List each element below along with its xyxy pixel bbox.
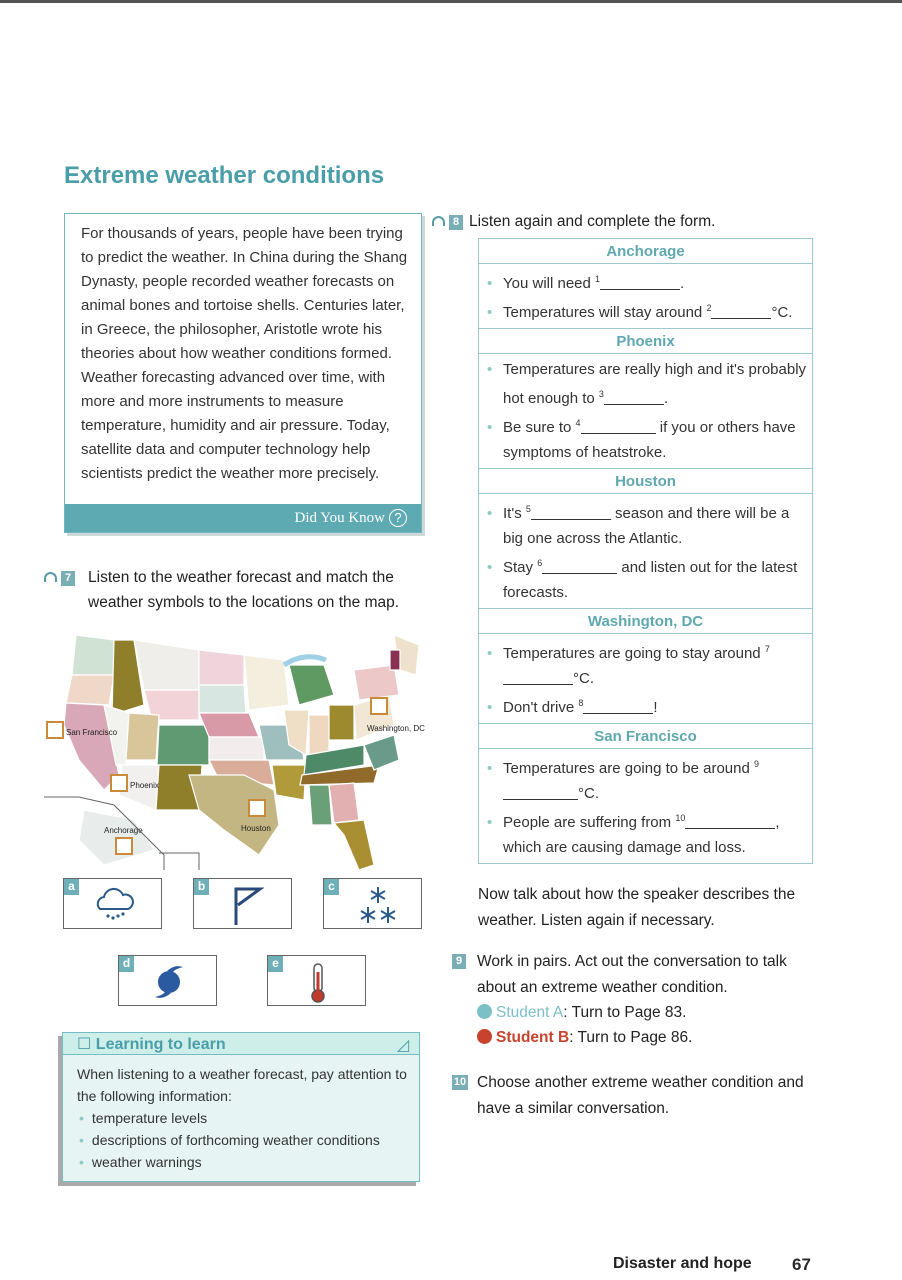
answer-blank[interactable] [604, 389, 664, 405]
exercise-7-heading [44, 565, 424, 615]
symbol-letter: e [268, 956, 283, 972]
followup-instruction: Now talk about how the speaker describes the weather. Listen again if necessary. [478, 886, 796, 929]
page-title: Extreme weather conditions [64, 162, 385, 189]
map-state [390, 650, 400, 670]
symbol-card-d[interactable] [118, 955, 217, 1006]
learning-item: • temperature levels [79, 1110, 208, 1126]
answer-blank[interactable] [503, 784, 578, 800]
question-icon: ? [389, 509, 407, 527]
map-state [329, 705, 354, 740]
flag-icon [224, 883, 264, 927]
form-item: • Be sure to $^4$ if you or others have symptoms of heatstroke. [483, 411, 808, 465]
form-item: • Temperatures will stay around $^2$ °C. [483, 296, 808, 325]
learning-header: ☐ Learning to learn ◿ [63, 1033, 419, 1055]
page-number: 67 [792, 1255, 811, 1274]
thermometer-icon [298, 960, 338, 1004]
learning-item: • weather warnings [79, 1154, 202, 1170]
answer-blank[interactable] [581, 418, 656, 434]
exercise-9-instruction: Work in pairs. Act out the conversation to talk about an extreme weather condition. [477, 953, 787, 996]
answer-blank[interactable] [531, 504, 611, 520]
did-you-know-bar [65, 504, 421, 532]
map-state [157, 725, 209, 765]
form-item: • Stay $^6$ and listen out for the latest forecasts. [483, 551, 808, 605]
form-section [479, 494, 812, 609]
answer-box-washington[interactable] [371, 698, 387, 714]
symbol-letter: a [64, 879, 79, 895]
did-you-know-label: Did You Know [294, 510, 385, 526]
right-column [452, 238, 822, 1121]
snowflakes-icon [354, 883, 404, 927]
answer-box-houston[interactable] [249, 800, 265, 816]
exercise-number: 8 [449, 215, 463, 230]
form-section-header: Houston [479, 469, 812, 494]
form-section-header: Washington, DC [479, 609, 812, 634]
exercise-number: 10 [453, 1076, 467, 1088]
exercise-8-instruction: Listen again and complete the form. [469, 213, 716, 230]
exercise-10-instruction: Choose another extreme weather condition and have a similar conversation. [477, 1074, 804, 1117]
did-you-know-text: For thousands of years, people have been trying to predict the weather. In China during the Shang Dynasty, people recorded weather forecasts on animal bones and tortoise shells. Centuries later, in Greece, the philosopher, Aristotle wrote his theories about how weather conditions formed. Weather forecasting advanced over time, with more and more instruments to measure temperature, humidity and air pressure. Today, satellite data and computer technology help scientists predict the weather more precisely. [81, 225, 408, 482]
answer-blank[interactable] [711, 303, 771, 319]
map-label: Anchorage [104, 826, 143, 835]
form-item: • Don't drive $^8$ ! [483, 691, 808, 720]
form-section-header: Anchorage [479, 239, 812, 264]
map-state [309, 715, 329, 755]
map-state [329, 783, 359, 823]
student-b-line: Student B: Turn to Page 86. [477, 1025, 822, 1050]
exercise-8-heading [432, 209, 715, 234]
map-state [199, 685, 246, 713]
map-state [289, 665, 334, 705]
answer-box-san-francisco[interactable] [47, 722, 63, 738]
symbol-card-c[interactable] [323, 878, 422, 929]
exercise-7-instruction: Listen to the weather forecast and match the weather symbols to the locations on the map. [88, 569, 400, 611]
map-label: Houston [241, 824, 271, 833]
form-section-header: Phoenix [479, 329, 812, 354]
symbol-letter: c [324, 879, 339, 895]
exercise-9 [452, 949, 822, 1050]
symbol-card-a[interactable] [63, 878, 162, 929]
symbol-card-b[interactable] [193, 878, 292, 929]
form-section [479, 354, 812, 469]
map-state [334, 820, 374, 870]
rain-cloud-icon [94, 883, 134, 925]
weather-form [478, 238, 813, 864]
form-item: • You will need $^1$ . [483, 267, 808, 296]
top-border [0, 0, 902, 3]
did-you-know-box [64, 213, 422, 533]
person-icon [477, 1029, 492, 1044]
symbol-letter: d [119, 956, 134, 972]
form-item: • Temperatures are going to be around $^9$°C. [483, 752, 808, 806]
form-item: • Temperatures are going to stay around $^7$°C. [483, 637, 808, 691]
form-section [479, 264, 812, 329]
unit-title: Disaster and hope [613, 1255, 752, 1272]
map-state [199, 650, 244, 685]
exercise-number: 9 [452, 954, 466, 969]
form-item: • Temperatures are really high and it's probably hot enough to $^3$ . [483, 357, 808, 411]
triangle-icon: ◿ [396, 1037, 409, 1054]
map-state [209, 737, 264, 760]
map-state [134, 640, 199, 690]
form-item: • People are suffering from $^{10}$ , which are causing damage and loss. [483, 806, 808, 860]
learning-to-learn-box [62, 1032, 420, 1182]
map-state [309, 785, 332, 825]
form-section [479, 749, 812, 863]
student-a-line: Student A: Turn to Page 83. [477, 1000, 822, 1025]
symbol-letter: b [194, 879, 209, 895]
form-section [479, 634, 812, 724]
person-icon [477, 1004, 492, 1019]
map-state [199, 713, 259, 737]
map-label: San Francisco [66, 728, 118, 737]
answer-box-phoenix[interactable] [111, 775, 127, 791]
answer-blank[interactable] [600, 274, 680, 290]
headphones-icon [44, 572, 57, 582]
answer-box-anchorage[interactable] [116, 838, 132, 854]
answer-blank[interactable] [685, 813, 775, 829]
hurricane-icon [149, 960, 189, 1004]
exercise-10 [452, 1070, 822, 1121]
answer-blank[interactable] [503, 669, 573, 685]
exercise-number: 7 [61, 571, 75, 586]
learning-title: Learning to learn [95, 1036, 226, 1053]
map-state [364, 735, 399, 770]
us-map [44, 625, 429, 870]
map-label: Phoenix [130, 781, 159, 790]
map-label: Washington, DC [367, 724, 425, 733]
map-state [126, 713, 159, 760]
form-item: • It's $^5$ season and there will be a big one across the Atlantic. [483, 497, 808, 551]
map-state [66, 675, 114, 705]
answer-blank[interactable] [583, 698, 653, 714]
map-state [72, 635, 114, 675]
learning-item: • descriptions of forthcoming weather conditions [79, 1132, 380, 1148]
symbol-card-e[interactable] [267, 955, 366, 1006]
learning-intro: When listening to a weather forecast, pay attention to the following information: [77, 1066, 407, 1104]
answer-blank[interactable] [542, 558, 617, 574]
form-section-header: San Francisco [479, 724, 812, 749]
map-state [244, 655, 289, 710]
headphones-icon [432, 216, 445, 226]
